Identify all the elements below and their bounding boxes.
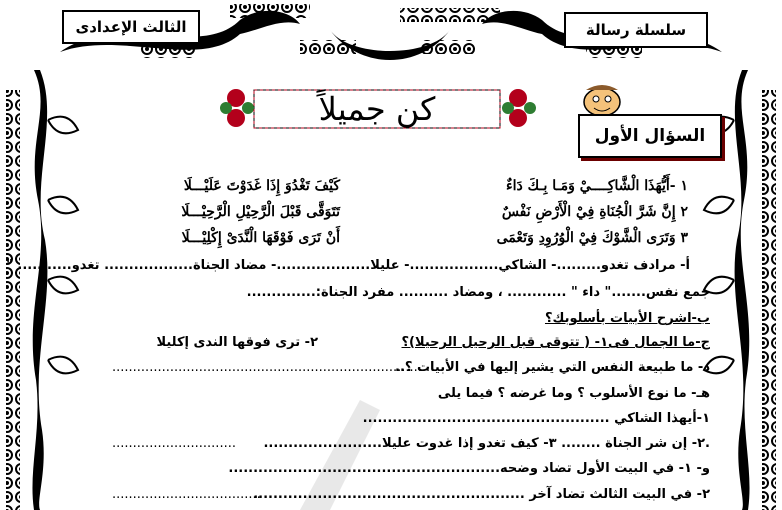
question-plural: جمع نفس......." داء " ............ ، ومضاد .......... مفرد الجناة:.............. [246,285,710,300]
verse-1-right-half: ١ -أَيُّهَذَا الْشَّاكِــــيْ وَمَـا بِـكَ دَاءٌ [506,178,688,194]
verse-1-left-half: كَيْفَ تَغْدُوَ إِذَا غَدَوْتَ عَلَيْـــلَا [183,178,340,194]
question-d-dots: ............................................................................. [112,360,431,375]
question-c-item2: ٢- ترى فوقها الندى إكليلا [156,335,318,350]
grade-label: الثالث الإعدادى [75,18,187,36]
grade-label-box [62,10,200,44]
rose-right-icon [502,89,536,127]
verse-2-left-half: تَتَوَقَّى قَبْلَ الْرَّحِيْلِ الْرَّحِيْـــلَا [181,204,340,220]
question-w2: ٢- في البيت الثالث تضاد آخر ....................................................... [253,487,710,502]
rose-left-icon [220,89,254,127]
question-w2-dots: .................................... [112,487,261,502]
question-c: ج-ما الجمال فى١- ( تتوقى قبل الرحيل الرحيلا)؟ [401,335,710,350]
verse-3-left-half: أَنْ تَرَى فَوْقَهَا الْنَّدَىْ إِكْلِيْـــلَا [181,230,340,246]
verse-2-right-half: ٢ إِنَّ شَرَّ الْجُنَاةِ فِيْ الْأَرْضِ نَفْسٌ [501,204,688,220]
question-a: أ- مرادف تغدو.........- الشاكي..................- عليلا...................- مضاد الجناة.................. تغدو........... " [6,258,690,273]
page-title: كن جميلاً [318,90,436,128]
question-w1: و- ١- في البيت الأول تضاد وضحه....................................................... [228,461,710,476]
verse-3-right-half: ٣ وَتَرَى الْشَّوْكَ فِيْ الْوُرُوِدِ وَتَعْمَى [496,230,688,246]
question-h2-dots: .............................. [112,436,236,451]
series-label: سلسلة رسالة [585,21,687,39]
question-d: د- ما طبيعة النفس التي يشير إليها في الأبيات ؟.. [395,360,710,375]
series-label-box [564,12,708,48]
question-tag: السؤال الأول [578,114,722,158]
question-h: هـ- ما نوع الأسلوب ؟ وما غرضه ؟ فيما يلى [437,386,710,401]
question-b: ب-اشرح الأبيات بأسلوبك؟ [544,311,710,326]
question-h2: .٢- إن شر الجناة ........ ٣- كيف تغدو إذا غدوت عليلا........................ [263,436,710,451]
question-h1: ١-أيهذا الشاكي .................................................. [362,411,710,426]
